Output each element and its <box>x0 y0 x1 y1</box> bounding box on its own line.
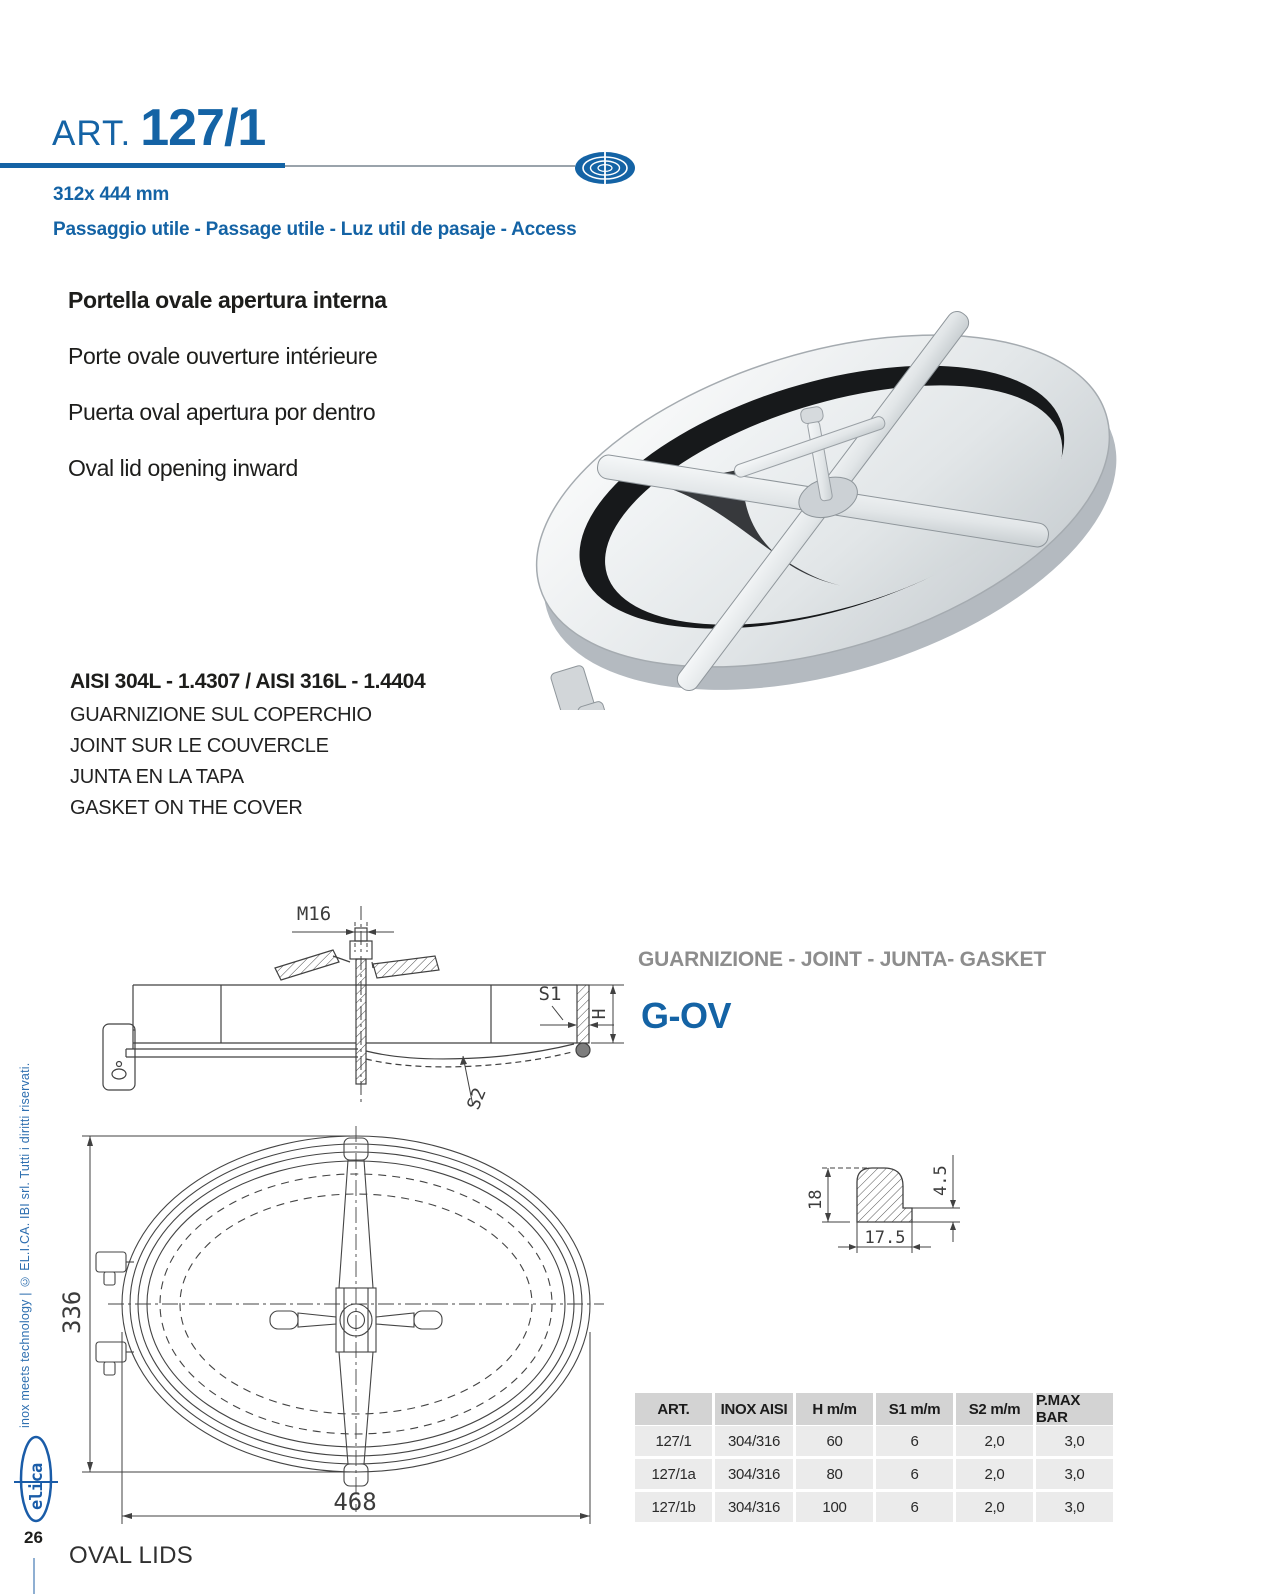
dim-label-s2: S2 <box>463 1084 491 1113</box>
table-cell: 2,0 <box>956 1459 1033 1489</box>
oval-plan-drawing <box>50 1112 620 1572</box>
article-prefix: ART. <box>52 114 132 153</box>
table-cell: 80 <box>796 1459 873 1489</box>
dim-label-175: 17.5 <box>864 1228 906 1248</box>
product-title-es: Puerta oval apertura por dentro <box>68 399 376 425</box>
passage-caption: Passaggio utile - Passage utile - Luz util de pasaje - Access <box>53 219 577 240</box>
dim-label-s1: S1 <box>538 983 562 1005</box>
gasket-code: G-OV <box>641 995 732 1036</box>
table-header-cell: ART. <box>635 1393 712 1425</box>
dim-label-h: H <box>589 1008 610 1020</box>
gasket-profile-drawing <box>788 1122 1000 1262</box>
table-cell: 60 <box>796 1426 873 1456</box>
dim-label-18: 18 <box>806 1189 826 1210</box>
material-line: AISI 304L - 1.4307 / AISI 316L - 1.4404 <box>70 670 426 693</box>
table-cell: 6 <box>876 1426 953 1456</box>
elica-logo <box>12 1434 60 1526</box>
product-title-fr: Porte ovale ouverture intérieure <box>68 343 378 369</box>
dim-label-45: 4.5 <box>931 1165 951 1196</box>
table-cell: 127/1b <box>635 1492 712 1522</box>
sidebar-copyright: inox meets technology | © EL.I.CA. IBI srl. Tutti i diritti riservati. <box>18 1062 32 1428</box>
gasket-note-fr: JOINT SUR LE COUVERCLE <box>70 735 329 757</box>
product-title-en: Oval lid opening inward <box>68 455 298 481</box>
product-title-it: Portella ovale apertura interna <box>68 287 387 313</box>
table-cell: 304/316 <box>715 1492 793 1522</box>
gasket-note-es: JUNTA EN LA TAPA <box>70 766 244 788</box>
spec-table <box>635 1393 1113 1522</box>
table-cell: 100 <box>796 1492 873 1522</box>
gasket-section-heading: GUARNIZIONE - JOINT - JUNTA- GASKET <box>638 948 1046 971</box>
dim-label-m16: M16 <box>296 903 332 925</box>
elica-logo-text: elica <box>27 1463 47 1510</box>
product-photo <box>495 295 1135 710</box>
table-cell: 6 <box>876 1459 953 1489</box>
table-cell: 3,0 <box>1036 1459 1113 1489</box>
table-cell: 127/1 <box>635 1426 712 1456</box>
dim-label-468: 468 <box>333 1488 377 1516</box>
gasket-note-it: GUARNIZIONE SUL COPERCHIO <box>70 704 372 726</box>
table-cell: 304/316 <box>715 1426 793 1456</box>
footer-divider-line <box>33 1558 35 1594</box>
table-cell: 3,0 <box>1036 1426 1113 1456</box>
footer-category-label: OVAL LIDS <box>69 1542 194 1569</box>
table-cell: 6 <box>876 1492 953 1522</box>
brand-oval-icon <box>573 150 637 186</box>
table-cell: 127/1a <box>635 1459 712 1489</box>
table-header-cell: INOX AISI <box>715 1393 793 1425</box>
table-cell: 304/316 <box>715 1459 793 1489</box>
table-cell: 3,0 <box>1036 1492 1113 1522</box>
table-header-cell: H m/m <box>796 1393 873 1425</box>
page-number: 26 <box>24 1528 43 1547</box>
article-number: 127/1 <box>140 99 266 157</box>
cross-section-drawing <box>82 878 627 1118</box>
gasket-note-en: GASKET ON THE COVER <box>70 797 303 819</box>
table-header-cell: S1 m/m <box>876 1393 953 1425</box>
table-header-cell: P.MAX BAR <box>1036 1393 1113 1425</box>
table-cell: 2,0 <box>956 1492 1033 1522</box>
table-header-cell: S2 m/m <box>956 1393 1033 1425</box>
header-rule-blue <box>0 163 285 168</box>
dim-label-336: 336 <box>58 1290 86 1334</box>
header-rule-gray <box>285 165 575 167</box>
article-title <box>52 98 265 158</box>
table-cell: 2,0 <box>956 1426 1033 1456</box>
passage-size: 312x 444 mm <box>53 184 170 205</box>
